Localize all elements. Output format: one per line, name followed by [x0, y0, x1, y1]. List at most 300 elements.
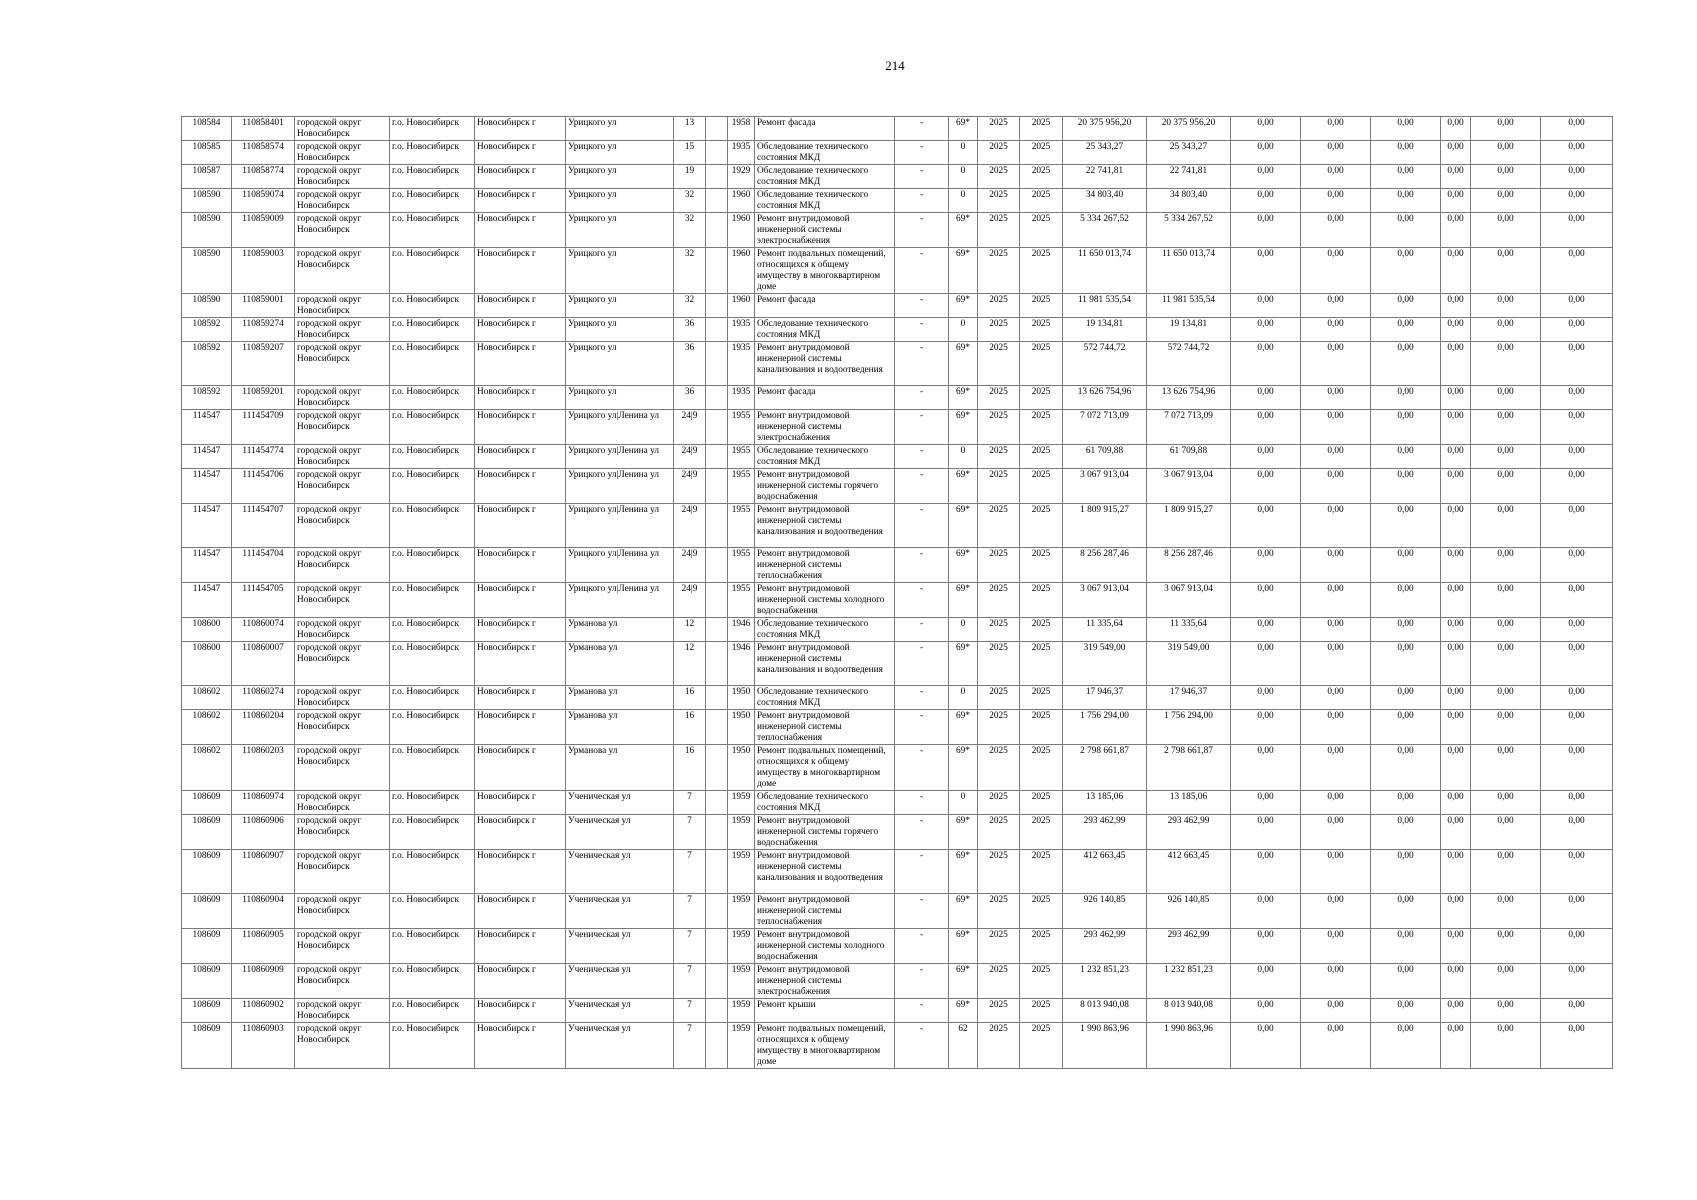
cell-percent: 69* — [949, 410, 978, 445]
cell-v6: 0,00 — [1541, 1023, 1613, 1069]
cell-settlement-short: г.о. Новосибирск — [390, 504, 475, 548]
table-row — [182, 165, 1613, 189]
cell-city: Новосибирск г — [475, 386, 566, 410]
cell-v1: 0,00 — [1231, 999, 1301, 1023]
cell-cost-total: 412 663,45 — [1063, 850, 1147, 894]
table-row — [182, 815, 1613, 850]
cell-v1: 0,00 — [1231, 165, 1301, 189]
cell-year-start: 2025 — [978, 504, 1020, 548]
cell-year-end: 2025 — [1020, 117, 1063, 141]
cell-house: 24|9 — [674, 548, 706, 583]
cell-cost-fund: 11 981 535,54 — [1147, 294, 1231, 318]
cell-cost-fund: 926 140,85 — [1147, 894, 1231, 929]
cell-percent: 69* — [949, 710, 978, 745]
cell-percent: 69* — [949, 815, 978, 850]
cell-house: 24|9 — [674, 445, 706, 469]
table-row — [182, 618, 1613, 642]
cell-house: 32 — [674, 294, 706, 318]
cell-code: 110860903 — [232, 1023, 295, 1069]
cell-municipality: городской округ Новосибирск — [295, 141, 390, 165]
cell-building — [706, 745, 728, 791]
cell-v3: 0,00 — [1371, 117, 1441, 141]
cell-settlement-short: г.о. Новосибирск — [390, 386, 475, 410]
cell-v1: 0,00 — [1231, 213, 1301, 248]
cell-dash: - — [895, 189, 949, 213]
cell-building — [706, 294, 728, 318]
cell-work-type: Ремонт внутридомовой инженерной системы горячего водоснабжения — [755, 815, 895, 850]
cell-year: 1960 — [728, 189, 755, 213]
cell-dash: - — [895, 469, 949, 504]
cell-dash: - — [895, 929, 949, 964]
cell-code: 110858574 — [232, 141, 295, 165]
cell-work-type: Ремонт внутридомовой инженерной системы канализования и водоотведения — [755, 850, 895, 894]
cell-work-type: Ремонт внутридомовой инженерной системы электроснабжения — [755, 410, 895, 445]
cell-percent: 0 — [949, 165, 978, 189]
cell-code: 110860204 — [232, 710, 295, 745]
cell-street: Ученическая ул — [566, 791, 674, 815]
cell-percent: 0 — [949, 445, 978, 469]
cell-house: 19 — [674, 165, 706, 189]
cell-v1: 0,00 — [1231, 469, 1301, 504]
cell-v2: 0,00 — [1301, 710, 1371, 745]
cell-id: 108609 — [182, 999, 232, 1023]
cell-percent: 0 — [949, 189, 978, 213]
cell-settlement-short: г.о. Новосибирск — [390, 686, 475, 710]
cell-year-end: 2025 — [1020, 213, 1063, 248]
cell-settlement-short: г.о. Новосибирск — [390, 618, 475, 642]
cell-year-start: 2025 — [978, 445, 1020, 469]
cell-house: 7 — [674, 1023, 706, 1069]
cell-cost-total: 20 375 956,20 — [1063, 117, 1147, 141]
cell-city: Новосибирск г — [475, 117, 566, 141]
cell-v2: 0,00 — [1301, 642, 1371, 686]
cell-percent: 69* — [949, 342, 978, 386]
cell-v5: 0,00 — [1471, 386, 1541, 410]
cell-percent: 69* — [949, 469, 978, 504]
cell-year: 1959 — [728, 1023, 755, 1069]
cell-v4: 0,00 — [1441, 745, 1471, 791]
cell-v4: 0,00 — [1441, 504, 1471, 548]
cell-work-type: Обследование технического состояния МКД — [755, 318, 895, 342]
table-row — [182, 642, 1613, 686]
cell-cost-total: 1 990 863,96 — [1063, 1023, 1147, 1069]
cell-code: 111454707 — [232, 504, 295, 548]
cell-cost-total: 11 981 535,54 — [1063, 294, 1147, 318]
cell-cost-total: 25 343,27 — [1063, 141, 1147, 165]
cell-work-type: Ремонт внутридомовой инженерной системы электроснабжения — [755, 964, 895, 999]
cell-building — [706, 583, 728, 618]
cell-year-end: 2025 — [1020, 165, 1063, 189]
cell-v3: 0,00 — [1371, 642, 1441, 686]
cell-year: 1935 — [728, 386, 755, 410]
cell-settlement-short: г.о. Новосибирск — [390, 117, 475, 141]
cell-city: Новосибирск г — [475, 850, 566, 894]
cell-cost-total: 8 256 287,46 — [1063, 548, 1147, 583]
table-row — [182, 791, 1613, 815]
cell-percent: 0 — [949, 618, 978, 642]
cell-cost-fund: 17 946,37 — [1147, 686, 1231, 710]
cell-v6: 0,00 — [1541, 850, 1613, 894]
cell-v1: 0,00 — [1231, 189, 1301, 213]
cell-v4: 0,00 — [1441, 999, 1471, 1023]
cell-year-start: 2025 — [978, 141, 1020, 165]
table-row — [182, 445, 1613, 469]
cell-settlement-short: г.о. Новосибирск — [390, 294, 475, 318]
cell-year-start: 2025 — [978, 213, 1020, 248]
table-row — [182, 189, 1613, 213]
cell-work-type: Ремонт фасада — [755, 386, 895, 410]
cell-house: 7 — [674, 929, 706, 964]
cell-v4: 0,00 — [1441, 618, 1471, 642]
cell-v6: 0,00 — [1541, 791, 1613, 815]
cell-street: Урицкого ул|Ленина ул — [566, 548, 674, 583]
cell-v6: 0,00 — [1541, 815, 1613, 850]
cell-cost-fund: 7 072 713,09 — [1147, 410, 1231, 445]
cell-year: 1950 — [728, 710, 755, 745]
cell-v1: 0,00 — [1231, 548, 1301, 583]
cell-v6: 0,00 — [1541, 548, 1613, 583]
cell-v6: 0,00 — [1541, 642, 1613, 686]
cell-building — [706, 165, 728, 189]
cell-v2: 0,00 — [1301, 189, 1371, 213]
cell-id: 108592 — [182, 318, 232, 342]
cell-cost-fund: 1 232 851,23 — [1147, 964, 1231, 999]
cell-year-start: 2025 — [978, 791, 1020, 815]
cell-id: 108590 — [182, 248, 232, 294]
cell-v6: 0,00 — [1541, 964, 1613, 999]
cell-municipality: городской округ Новосибирск — [295, 745, 390, 791]
cell-v6: 0,00 — [1541, 999, 1613, 1023]
cell-v4: 0,00 — [1441, 815, 1471, 850]
cell-percent: 62 — [949, 1023, 978, 1069]
cell-v4: 0,00 — [1441, 165, 1471, 189]
cell-id: 108609 — [182, 850, 232, 894]
cell-code: 110860905 — [232, 929, 295, 964]
cell-municipality: городской округ Новосибирск — [295, 189, 390, 213]
cell-house: 24|9 — [674, 469, 706, 504]
cell-cost-fund: 572 744,72 — [1147, 342, 1231, 386]
cell-building — [706, 850, 728, 894]
cell-house: 7 — [674, 815, 706, 850]
cell-cost-fund: 1 990 863,96 — [1147, 1023, 1231, 1069]
cell-v6: 0,00 — [1541, 141, 1613, 165]
cell-dash: - — [895, 1023, 949, 1069]
cell-year-end: 2025 — [1020, 410, 1063, 445]
cell-v2: 0,00 — [1301, 686, 1371, 710]
cell-v1: 0,00 — [1231, 894, 1301, 929]
cell-v5: 0,00 — [1471, 710, 1541, 745]
cell-v3: 0,00 — [1371, 504, 1441, 548]
cell-v2: 0,00 — [1301, 342, 1371, 386]
table-row — [182, 141, 1613, 165]
cell-v5: 0,00 — [1471, 929, 1541, 964]
cell-code: 110860904 — [232, 894, 295, 929]
cell-v3: 0,00 — [1371, 165, 1441, 189]
cell-building — [706, 791, 728, 815]
cell-street: Ученическая ул — [566, 929, 674, 964]
cell-v4: 0,00 — [1441, 710, 1471, 745]
cell-v2: 0,00 — [1301, 141, 1371, 165]
cell-code: 110860907 — [232, 850, 295, 894]
cell-v5: 0,00 — [1471, 894, 1541, 929]
cell-year-start: 2025 — [978, 189, 1020, 213]
cell-cost-total: 22 741,81 — [1063, 165, 1147, 189]
table-row — [182, 213, 1613, 248]
cell-municipality: городской округ Новосибирск — [295, 318, 390, 342]
cell-code: 110860902 — [232, 999, 295, 1023]
cell-v5: 0,00 — [1471, 318, 1541, 342]
cell-municipality: городской округ Новосибирск — [295, 791, 390, 815]
cell-v5: 0,00 — [1471, 445, 1541, 469]
cell-dash: - — [895, 999, 949, 1023]
cell-municipality: городской округ Новосибирск — [295, 999, 390, 1023]
cell-v6: 0,00 — [1541, 929, 1613, 964]
cell-id: 108609 — [182, 815, 232, 850]
cell-street: Урицкого ул|Ленина ул — [566, 410, 674, 445]
cell-dash: - — [895, 294, 949, 318]
cell-building — [706, 964, 728, 999]
cell-street: Урицкого ул|Ленина ул — [566, 504, 674, 548]
cell-street: Ученическая ул — [566, 999, 674, 1023]
cell-street: Урицкого ул|Ленина ул — [566, 469, 674, 504]
cell-building — [706, 342, 728, 386]
cell-v2: 0,00 — [1301, 791, 1371, 815]
cell-year: 1955 — [728, 548, 755, 583]
cell-code: 111454704 — [232, 548, 295, 583]
cell-v3: 0,00 — [1371, 686, 1441, 710]
cell-year-start: 2025 — [978, 548, 1020, 583]
cell-cost-total: 3 067 913,04 — [1063, 583, 1147, 618]
cell-year-start: 2025 — [978, 410, 1020, 445]
cell-v4: 0,00 — [1441, 791, 1471, 815]
cell-code: 111454705 — [232, 583, 295, 618]
cell-dash: - — [895, 642, 949, 686]
table-row — [182, 386, 1613, 410]
cell-v4: 0,00 — [1441, 445, 1471, 469]
cell-v4: 0,00 — [1441, 342, 1471, 386]
cell-municipality: городской округ Новосибирск — [295, 815, 390, 850]
cell-house: 32 — [674, 213, 706, 248]
cell-percent: 0 — [949, 791, 978, 815]
cell-street: Урицкого ул|Ленина ул — [566, 445, 674, 469]
cell-house: 15 — [674, 141, 706, 165]
cell-building — [706, 686, 728, 710]
cell-dash: - — [895, 548, 949, 583]
cell-cost-total: 572 744,72 — [1063, 342, 1147, 386]
cell-year-start: 2025 — [978, 469, 1020, 504]
cell-city: Новосибирск г — [475, 141, 566, 165]
cell-v1: 0,00 — [1231, 964, 1301, 999]
cell-v3: 0,00 — [1371, 894, 1441, 929]
cell-city: Новосибирск г — [475, 618, 566, 642]
cell-street: Урицкого ул — [566, 165, 674, 189]
cell-cost-fund: 319 549,00 — [1147, 642, 1231, 686]
cell-city: Новосибирск г — [475, 791, 566, 815]
cell-v3: 0,00 — [1371, 1023, 1441, 1069]
cell-cost-total: 293 462,99 — [1063, 929, 1147, 964]
table-row — [182, 342, 1613, 386]
cell-cost-fund: 293 462,99 — [1147, 815, 1231, 850]
cell-year-start: 2025 — [978, 686, 1020, 710]
cell-id: 108609 — [182, 791, 232, 815]
cell-work-type: Ремонт подвальных помещений, относящихся к общему имуществу в многоквартирном доме — [755, 1023, 895, 1069]
cell-house: 13 — [674, 117, 706, 141]
cell-year-end: 2025 — [1020, 1023, 1063, 1069]
cell-street: Урманова ул — [566, 618, 674, 642]
cell-v2: 0,00 — [1301, 850, 1371, 894]
cell-year-end: 2025 — [1020, 386, 1063, 410]
cell-year-start: 2025 — [978, 1023, 1020, 1069]
cell-id: 108590 — [182, 189, 232, 213]
table-row — [182, 583, 1613, 618]
cell-v6: 0,00 — [1541, 745, 1613, 791]
cell-settlement-short: г.о. Новосибирск — [390, 469, 475, 504]
cell-year: 1955 — [728, 445, 755, 469]
cell-dash: - — [895, 850, 949, 894]
cell-settlement-short: г.о. Новосибирск — [390, 710, 475, 745]
cell-street: Ученическая ул — [566, 815, 674, 850]
cell-code: 110860007 — [232, 642, 295, 686]
cell-building — [706, 618, 728, 642]
cell-year: 1955 — [728, 469, 755, 504]
cell-v3: 0,00 — [1371, 294, 1441, 318]
cell-v6: 0,00 — [1541, 469, 1613, 504]
cell-city: Новосибирск г — [475, 165, 566, 189]
cell-year-start: 2025 — [978, 117, 1020, 141]
cell-city: Новосибирск г — [475, 999, 566, 1023]
cell-v5: 0,00 — [1471, 117, 1541, 141]
cell-v4: 0,00 — [1441, 294, 1471, 318]
cell-v3: 0,00 — [1371, 964, 1441, 999]
cell-work-type: Ремонт внутридомовой инженерной системы теплоснабжения — [755, 710, 895, 745]
cell-cost-total: 13 185,06 — [1063, 791, 1147, 815]
cell-city: Новосибирск г — [475, 548, 566, 583]
cell-v3: 0,00 — [1371, 410, 1441, 445]
cell-dash: - — [895, 686, 949, 710]
cell-v2: 0,00 — [1301, 165, 1371, 189]
cell-year-end: 2025 — [1020, 294, 1063, 318]
cell-percent: 69* — [949, 583, 978, 618]
cell-building — [706, 248, 728, 294]
cell-year-end: 2025 — [1020, 894, 1063, 929]
cell-v1: 0,00 — [1231, 618, 1301, 642]
cell-v2: 0,00 — [1301, 815, 1371, 850]
cell-settlement-short: г.о. Новосибирск — [390, 815, 475, 850]
cell-v1: 0,00 — [1231, 791, 1301, 815]
cell-work-type: Ремонт внутридомовой инженерной системы холодного водоснабжения — [755, 929, 895, 964]
cell-street: Урицкого ул — [566, 386, 674, 410]
cell-code: 110860074 — [232, 618, 295, 642]
cell-house: 32 — [674, 248, 706, 294]
cell-cost-fund: 293 462,99 — [1147, 929, 1231, 964]
cell-city: Новосибирск г — [475, 583, 566, 618]
cell-dash: - — [895, 791, 949, 815]
cell-percent: 69* — [949, 213, 978, 248]
cell-house: 7 — [674, 964, 706, 999]
cell-year-start: 2025 — [978, 583, 1020, 618]
cell-v4: 0,00 — [1441, 248, 1471, 294]
cell-cost-fund: 3 067 913,04 — [1147, 469, 1231, 504]
cell-cost-fund: 25 343,27 — [1147, 141, 1231, 165]
cell-percent: 69* — [949, 894, 978, 929]
cell-year: 1935 — [728, 141, 755, 165]
cell-city: Новосибирск г — [475, 1023, 566, 1069]
cell-v4: 0,00 — [1441, 1023, 1471, 1069]
cell-v3: 0,00 — [1371, 342, 1441, 386]
cell-settlement-short: г.о. Новосибирск — [390, 929, 475, 964]
cell-year-start: 2025 — [978, 386, 1020, 410]
cell-cost-fund: 19 134,81 — [1147, 318, 1231, 342]
cell-cost-fund: 22 741,81 — [1147, 165, 1231, 189]
cell-v2: 0,00 — [1301, 548, 1371, 583]
cell-house: 36 — [674, 386, 706, 410]
cell-v4: 0,00 — [1441, 548, 1471, 583]
cell-v6: 0,00 — [1541, 583, 1613, 618]
cell-year-end: 2025 — [1020, 710, 1063, 745]
cell-cost-fund: 13 626 754,96 — [1147, 386, 1231, 410]
cell-cost-fund: 412 663,45 — [1147, 850, 1231, 894]
cell-v1: 0,00 — [1231, 929, 1301, 964]
cell-work-type: Ремонт внутридомовой инженерной системы электроснабжения — [755, 213, 895, 248]
cell-city: Новосибирск г — [475, 894, 566, 929]
cell-v3: 0,00 — [1371, 248, 1441, 294]
cell-v2: 0,00 — [1301, 618, 1371, 642]
cell-cost-fund: 5 334 267,52 — [1147, 213, 1231, 248]
cell-year: 1960 — [728, 294, 755, 318]
cell-v2: 0,00 — [1301, 745, 1371, 791]
cell-street: Урманова ул — [566, 686, 674, 710]
cell-v2: 0,00 — [1301, 1023, 1371, 1069]
cell-year: 1959 — [728, 929, 755, 964]
cell-year: 1935 — [728, 342, 755, 386]
cell-street: Урицкого ул — [566, 342, 674, 386]
cell-v3: 0,00 — [1371, 999, 1441, 1023]
cell-id: 108609 — [182, 1023, 232, 1069]
cell-settlement-short: г.о. Новосибирск — [390, 410, 475, 445]
page-number: 214 — [885, 58, 905, 73]
cell-settlement-short: г.о. Новосибирск — [390, 548, 475, 583]
cell-cost-fund: 34 803,40 — [1147, 189, 1231, 213]
cell-city: Новосибирск г — [475, 213, 566, 248]
cell-id: 114547 — [182, 410, 232, 445]
cell-v1: 0,00 — [1231, 815, 1301, 850]
cell-work-type: Обследование технического состояния МКД — [755, 686, 895, 710]
cell-code: 110860203 — [232, 745, 295, 791]
cell-v4: 0,00 — [1441, 642, 1471, 686]
cell-v5: 0,00 — [1471, 745, 1541, 791]
cell-settlement-short: г.о. Новосибирск — [390, 745, 475, 791]
cell-v5: 0,00 — [1471, 141, 1541, 165]
cell-building — [706, 894, 728, 929]
cell-city: Новосибирск г — [475, 445, 566, 469]
cell-street: Урицкого ул — [566, 248, 674, 294]
cell-year-end: 2025 — [1020, 548, 1063, 583]
cell-v5: 0,00 — [1471, 469, 1541, 504]
cell-house: 36 — [674, 318, 706, 342]
cell-id: 108592 — [182, 342, 232, 386]
cell-dash: - — [895, 165, 949, 189]
cell-work-type: Ремонт внутридомовой инженерной системы холодного водоснабжения — [755, 583, 895, 618]
cell-year-end: 2025 — [1020, 318, 1063, 342]
cell-code: 110860974 — [232, 791, 295, 815]
cell-house: 24|9 — [674, 410, 706, 445]
cell-year-end: 2025 — [1020, 745, 1063, 791]
cell-code: 110860906 — [232, 815, 295, 850]
cell-v5: 0,00 — [1471, 686, 1541, 710]
cell-city: Новосибирск г — [475, 469, 566, 504]
cell-dash: - — [895, 117, 949, 141]
cell-v1: 0,00 — [1231, 504, 1301, 548]
